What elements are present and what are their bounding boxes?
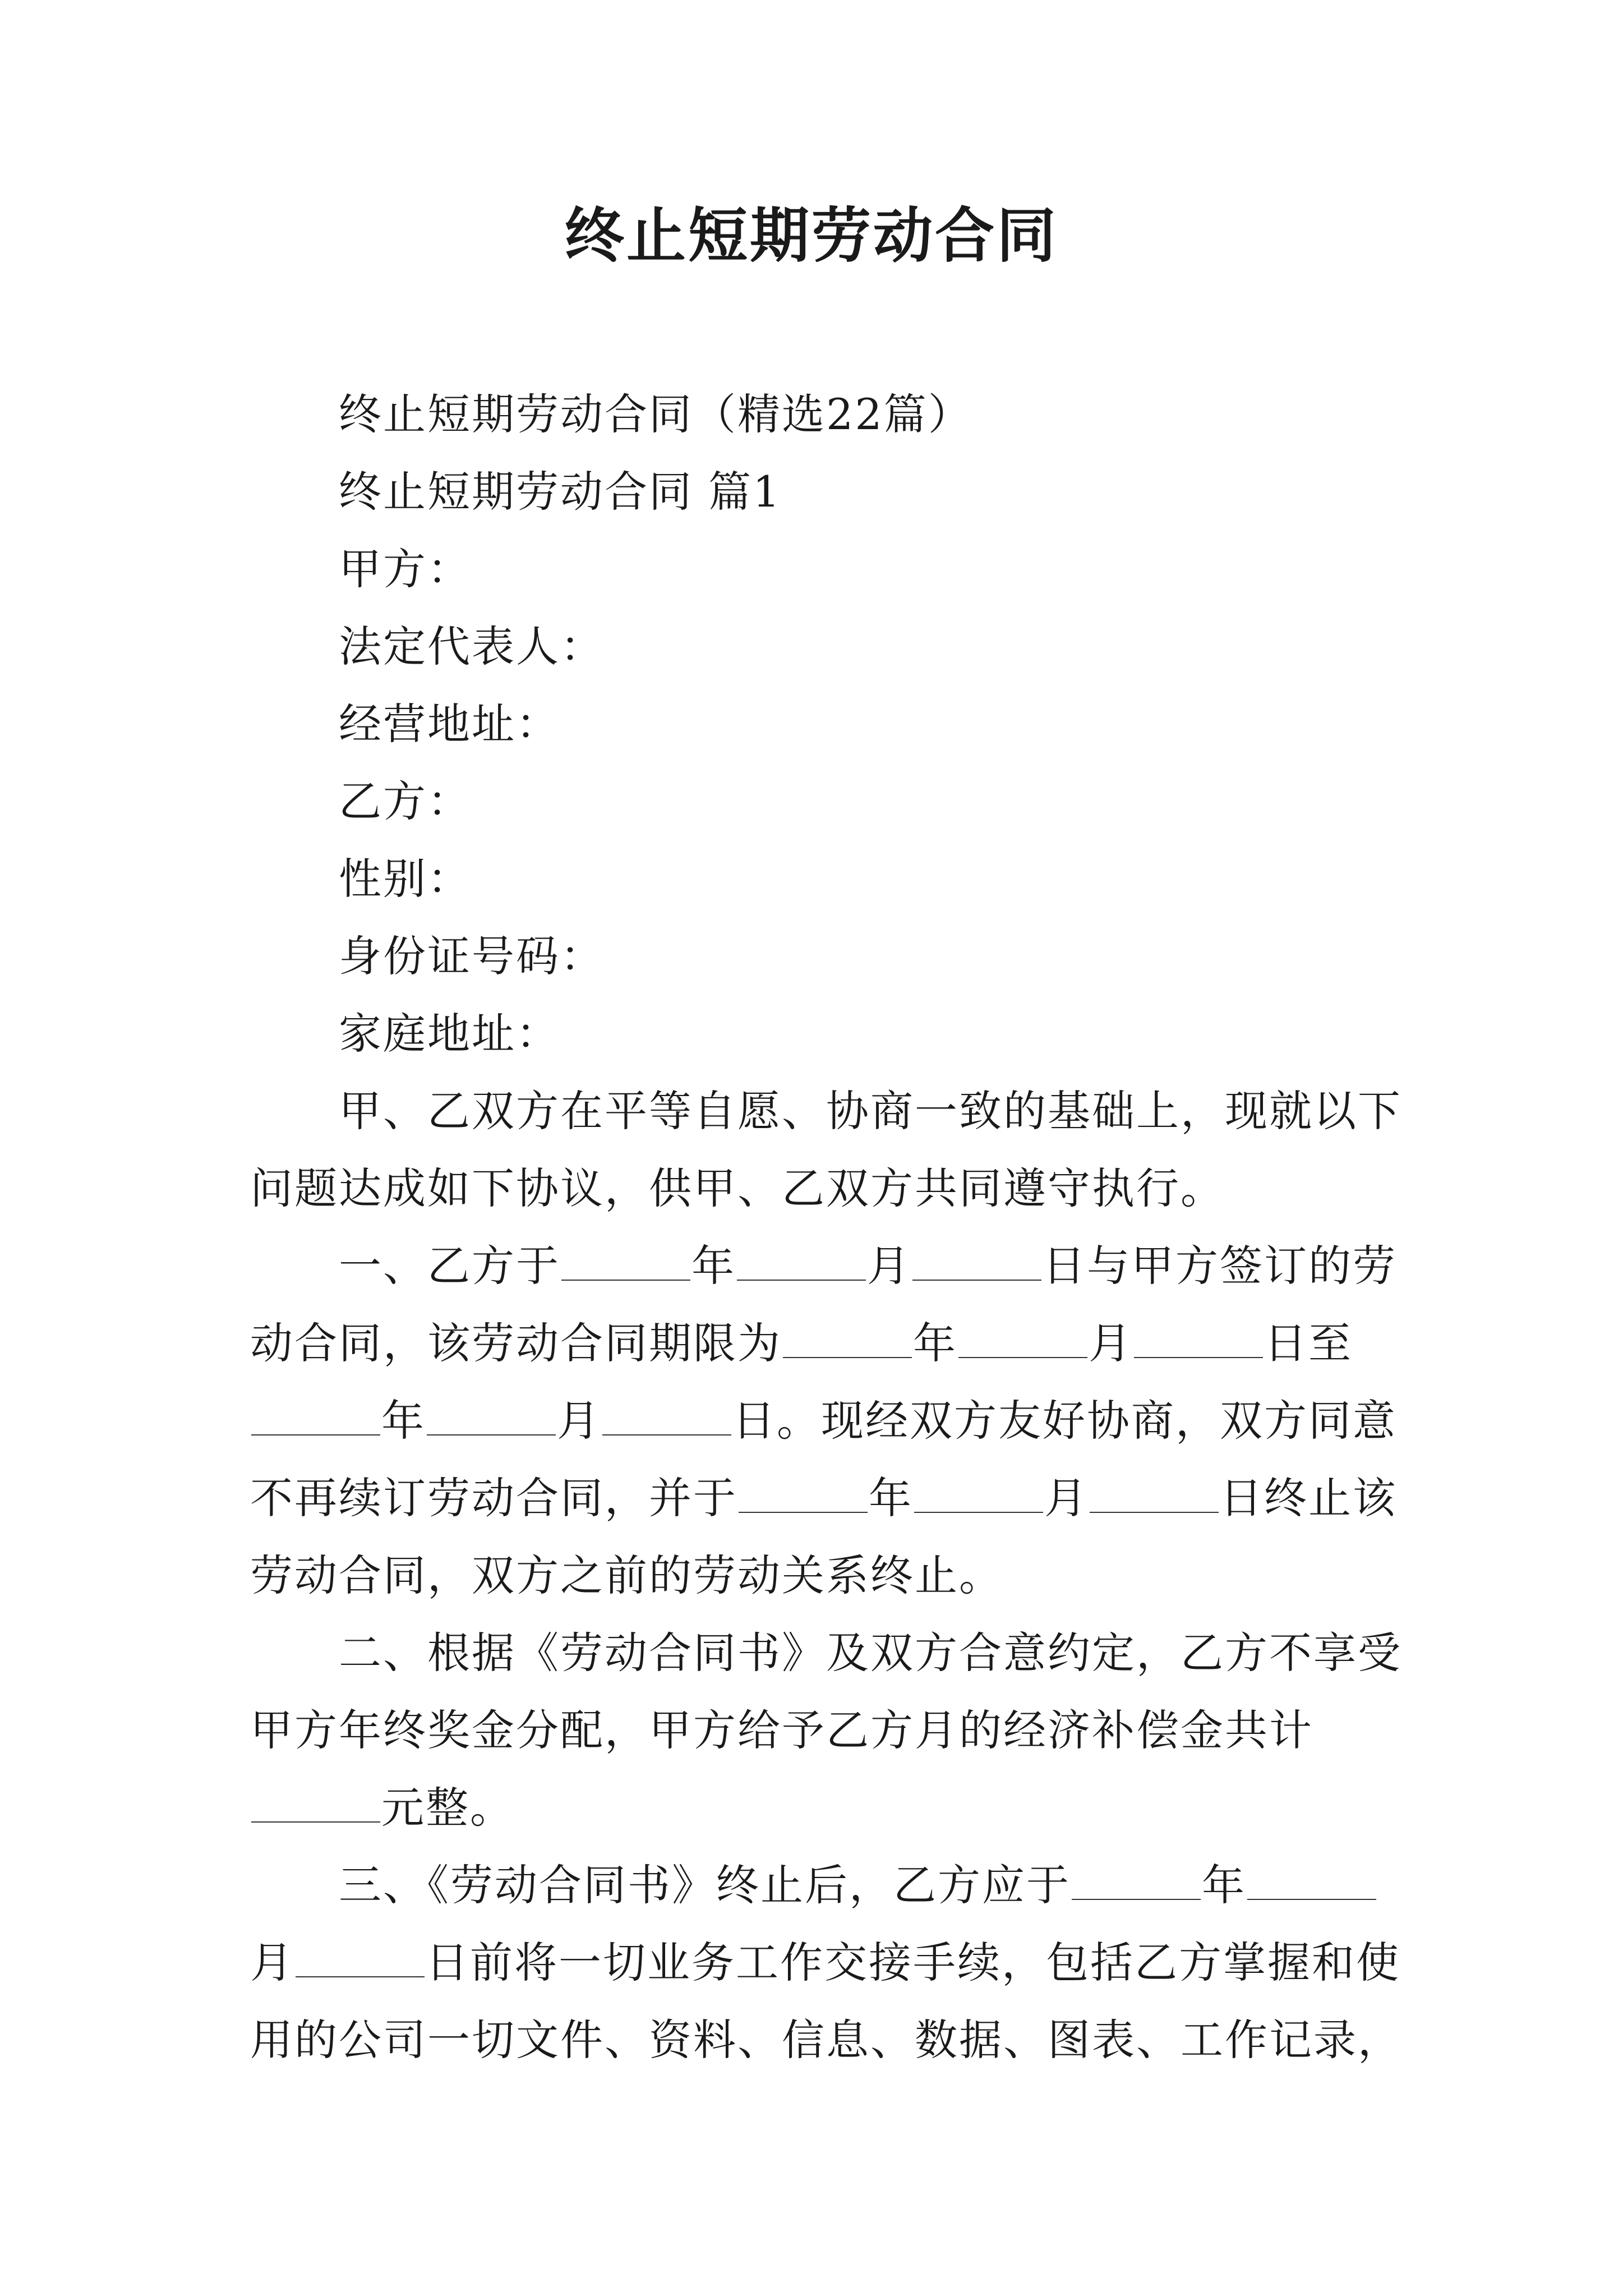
clause1-text: 日至 xyxy=(1264,1318,1353,1368)
clause2-text: 元整。 xyxy=(381,1783,514,1833)
clause1-text: 年 xyxy=(691,1241,736,1291)
blank-field xyxy=(296,1940,425,1977)
document-body xyxy=(250,376,1402,2079)
section-heading: 终止短期劳动合同 篇1 xyxy=(339,467,782,517)
clause3-line-2 xyxy=(250,1924,1400,2001)
blank-field xyxy=(1247,1863,1376,1900)
blank-field xyxy=(561,1244,690,1281)
clause1-text: 不再续订劳动合同，并于 xyxy=(250,1473,737,1523)
clause1-text: 一、乙方于 xyxy=(339,1241,560,1291)
clause2-line-1: 二、根据《劳动合同书》及双方合意约定，乙方不享受 xyxy=(339,1628,1402,1678)
document-title: 终止短期劳动合同 xyxy=(565,200,1058,270)
intro-line-2: 问题达成如下协议，供甲、乙双方共同遵守执行。 xyxy=(250,1163,1225,1213)
clause1-text: 月 xyxy=(557,1396,601,1446)
clause1-text: 月 xyxy=(867,1241,911,1291)
field-gender: 性别： xyxy=(339,854,472,904)
blank-field xyxy=(1090,1476,1219,1513)
clause1-text: 月 xyxy=(1044,1473,1089,1523)
clause1-text: 动合同，该劳动合同期限为 xyxy=(250,1318,782,1368)
field-id-number: 身份证号码： xyxy=(339,931,605,981)
clause2-line-2: 甲方年终奖金分配，甲方给予乙方月的经济补偿金共计 xyxy=(250,1705,1313,1755)
blank-field xyxy=(427,1398,556,1435)
blank-field xyxy=(251,1398,380,1435)
clause1-line-3 xyxy=(250,1382,1397,1460)
clause1-line-4 xyxy=(250,1460,1397,1537)
clause1-line-2 xyxy=(250,1305,1383,1382)
field-party-b: 乙方： xyxy=(339,776,472,826)
field-legal-rep: 法定代表人： xyxy=(339,622,605,671)
clause3-text: 月 xyxy=(250,1938,294,1987)
clause3-line-3: 用的公司一切文件、资料、信息、数据、图表、工作记录， xyxy=(250,2015,1402,2065)
clause1-text: 月 xyxy=(1089,1318,1133,1368)
clause2-line-3 xyxy=(250,1769,1383,1847)
clause1-text: 年 xyxy=(381,1396,426,1446)
blank-field xyxy=(1072,1863,1201,1900)
clause1-text: 日。现经双方友好协商，双方同意 xyxy=(732,1396,1397,1446)
clause1-line-1 xyxy=(250,1227,1397,1305)
clause1-text: 日终止该 xyxy=(1220,1473,1397,1523)
blank-field xyxy=(958,1321,1087,1358)
clause1-text: 年 xyxy=(913,1318,957,1368)
clause1-text: 日与甲方签订的劳 xyxy=(1043,1241,1397,1291)
blank-field xyxy=(914,1476,1043,1513)
field-home-address: 家庭地址： xyxy=(339,1009,560,1059)
blank-field xyxy=(912,1244,1041,1281)
blank-field xyxy=(602,1398,731,1435)
field-party-a: 甲方： xyxy=(339,544,472,594)
clause3-line-1 xyxy=(250,1847,1383,1924)
field-business-address: 经营地址： xyxy=(339,699,560,749)
blank-field xyxy=(1134,1321,1263,1358)
blank-field xyxy=(739,1476,868,1513)
clause3-text: 日前将一切业务工作交接手续，包括乙方掌握和使 xyxy=(426,1938,1400,1987)
clause1-line-5: 劳动合同，双方之前的劳动关系终止。 xyxy=(250,1550,1003,1600)
blank-field xyxy=(251,1786,380,1823)
clause3-text: 年 xyxy=(1202,1860,1246,1910)
clause3-text: 三、《劳动合同书》终止后，乙方应于 xyxy=(339,1860,1071,1910)
clause1-text: 年 xyxy=(869,1473,913,1523)
blank-field xyxy=(737,1244,866,1281)
intro-line-1: 甲、乙双方在平等自愿、协商一致的基础上，现就以下 xyxy=(339,1086,1402,1136)
blank-field xyxy=(783,1321,912,1358)
subtitle: 终止短期劳动合同（精选22篇） xyxy=(339,389,972,439)
